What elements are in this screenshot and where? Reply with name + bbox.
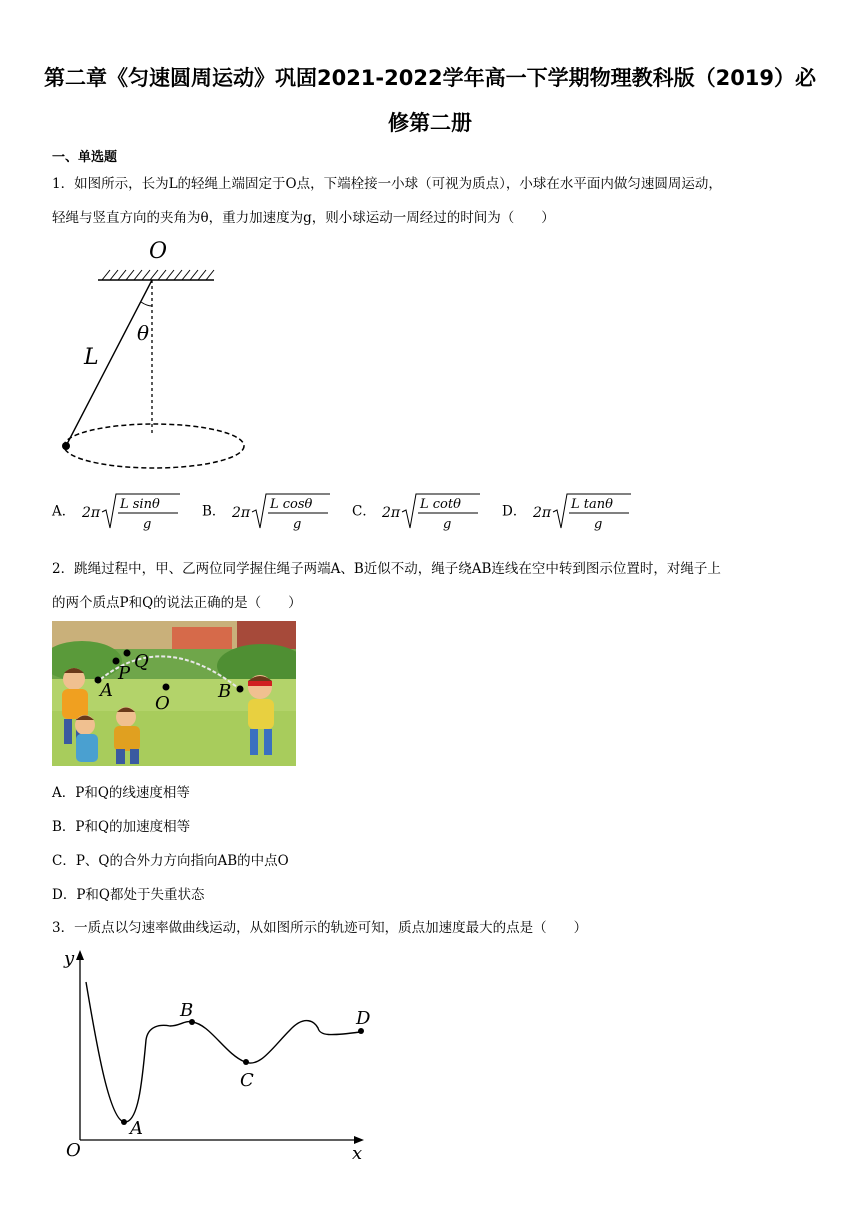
q1-option-a[interactable]: A． 2π L sinθ g: [52, 490, 190, 534]
q1-formula-c: [380, 490, 490, 534]
svg-text:2π: 2π: [231, 505, 250, 521]
svg-text:2π: 2π: [382, 505, 401, 521]
svg-text:g: g: [292, 517, 302, 532]
q2-label-B: B: [218, 681, 232, 702]
q2-label-O: O: [155, 693, 170, 714]
q1-option-b[interactable]: B． 2π L cosθ g: [202, 490, 340, 534]
q3-label-D: D: [356, 1008, 371, 1029]
page-title-line1: 第二章《匀速圆周运动》巩固2021-2022学年高一下学期物理教科版（2019）必: [43, 66, 817, 90]
q2-label-A: A: [100, 680, 113, 701]
svg-text:2π: 2π: [81, 505, 100, 521]
q2-option-d[interactable]: D．P和Q都处于失重状态: [52, 887, 205, 903]
q1-formula-a: [80, 490, 190, 534]
q2-option-b[interactable]: B．P和Q的加速度相等: [52, 819, 191, 835]
q3-label-B: B: [180, 1000, 194, 1021]
q3-label-x: x: [352, 1143, 363, 1164]
svg-text:L tanθ: L tanθ: [570, 497, 613, 512]
q2-label-Q: Q: [134, 651, 149, 672]
q1-conical-pendulum-figure: [48, 236, 258, 476]
q1-label-O: O: [149, 239, 168, 264]
svg-text:g: g: [142, 517, 151, 532]
svg-text:2π: 2π: [532, 505, 551, 521]
q3-text-line1: 3．一质点以匀速率做曲线运动，从如图所示的轨迹可知，质点加速度最大的点是（ ）: [52, 920, 588, 936]
q1-formula-d: [531, 490, 641, 534]
q1-label-theta: θ: [137, 321, 150, 345]
svg-text:L cotθ: L cotθ: [420, 497, 462, 512]
q1-text-line2: 轻绳与竖直方向的夹角为θ，重力加速度为g，则小球运动一周经过的时间为（ ）: [52, 210, 555, 226]
svg-text:L sinθ: L sinθ: [119, 497, 160, 512]
q1-option-c[interactable]: C． 2π L cotθ g: [352, 490, 490, 534]
q2-text-line1: 2．跳绳过程中，甲、乙两位同学握住绳子两端A、B近似不动，绳子绕AB连线在空中转到图示位置时，对绳子上: [52, 561, 721, 577]
q2-label-P: P: [118, 663, 131, 684]
svg-text:g: g: [593, 517, 602, 532]
q3-label-A: A: [130, 1118, 143, 1139]
q1-option-d[interactable]: D． 2π L tanθ g: [502, 490, 641, 534]
q2-option-a[interactable]: A．P和Q的线速度相等: [52, 785, 190, 801]
page-title-line2: 修第二册: [388, 111, 472, 135]
q1-formula-b: [230, 490, 340, 534]
q3-label-C: C: [240, 1070, 254, 1091]
q3-trajectory-graph: [60, 944, 380, 1166]
svg-text:L cosθ: L cosθ: [269, 497, 313, 512]
q1-text-line1: 1．如图所示，长为L的轻绳上端固定于O点，下端栓接一小球（可视为质点），小球在水平面内做匀速圆周运动，: [52, 176, 722, 192]
q2-option-c[interactable]: C．P、Q的合外力方向指向AB的中点O: [52, 853, 289, 869]
q3-label-y: y: [64, 948, 75, 969]
svg-text:g: g: [443, 517, 452, 532]
ball-dot: [62, 442, 70, 450]
q1-label-L: L: [84, 345, 99, 370]
q2-jump-rope-illustration: [52, 621, 296, 766]
q2-text-line2: 的两个质点P和Q的说法正确的是（ ）: [52, 595, 302, 611]
section-heading: 一、单选题: [52, 150, 118, 165]
q3-label-O: O: [66, 1140, 81, 1161]
